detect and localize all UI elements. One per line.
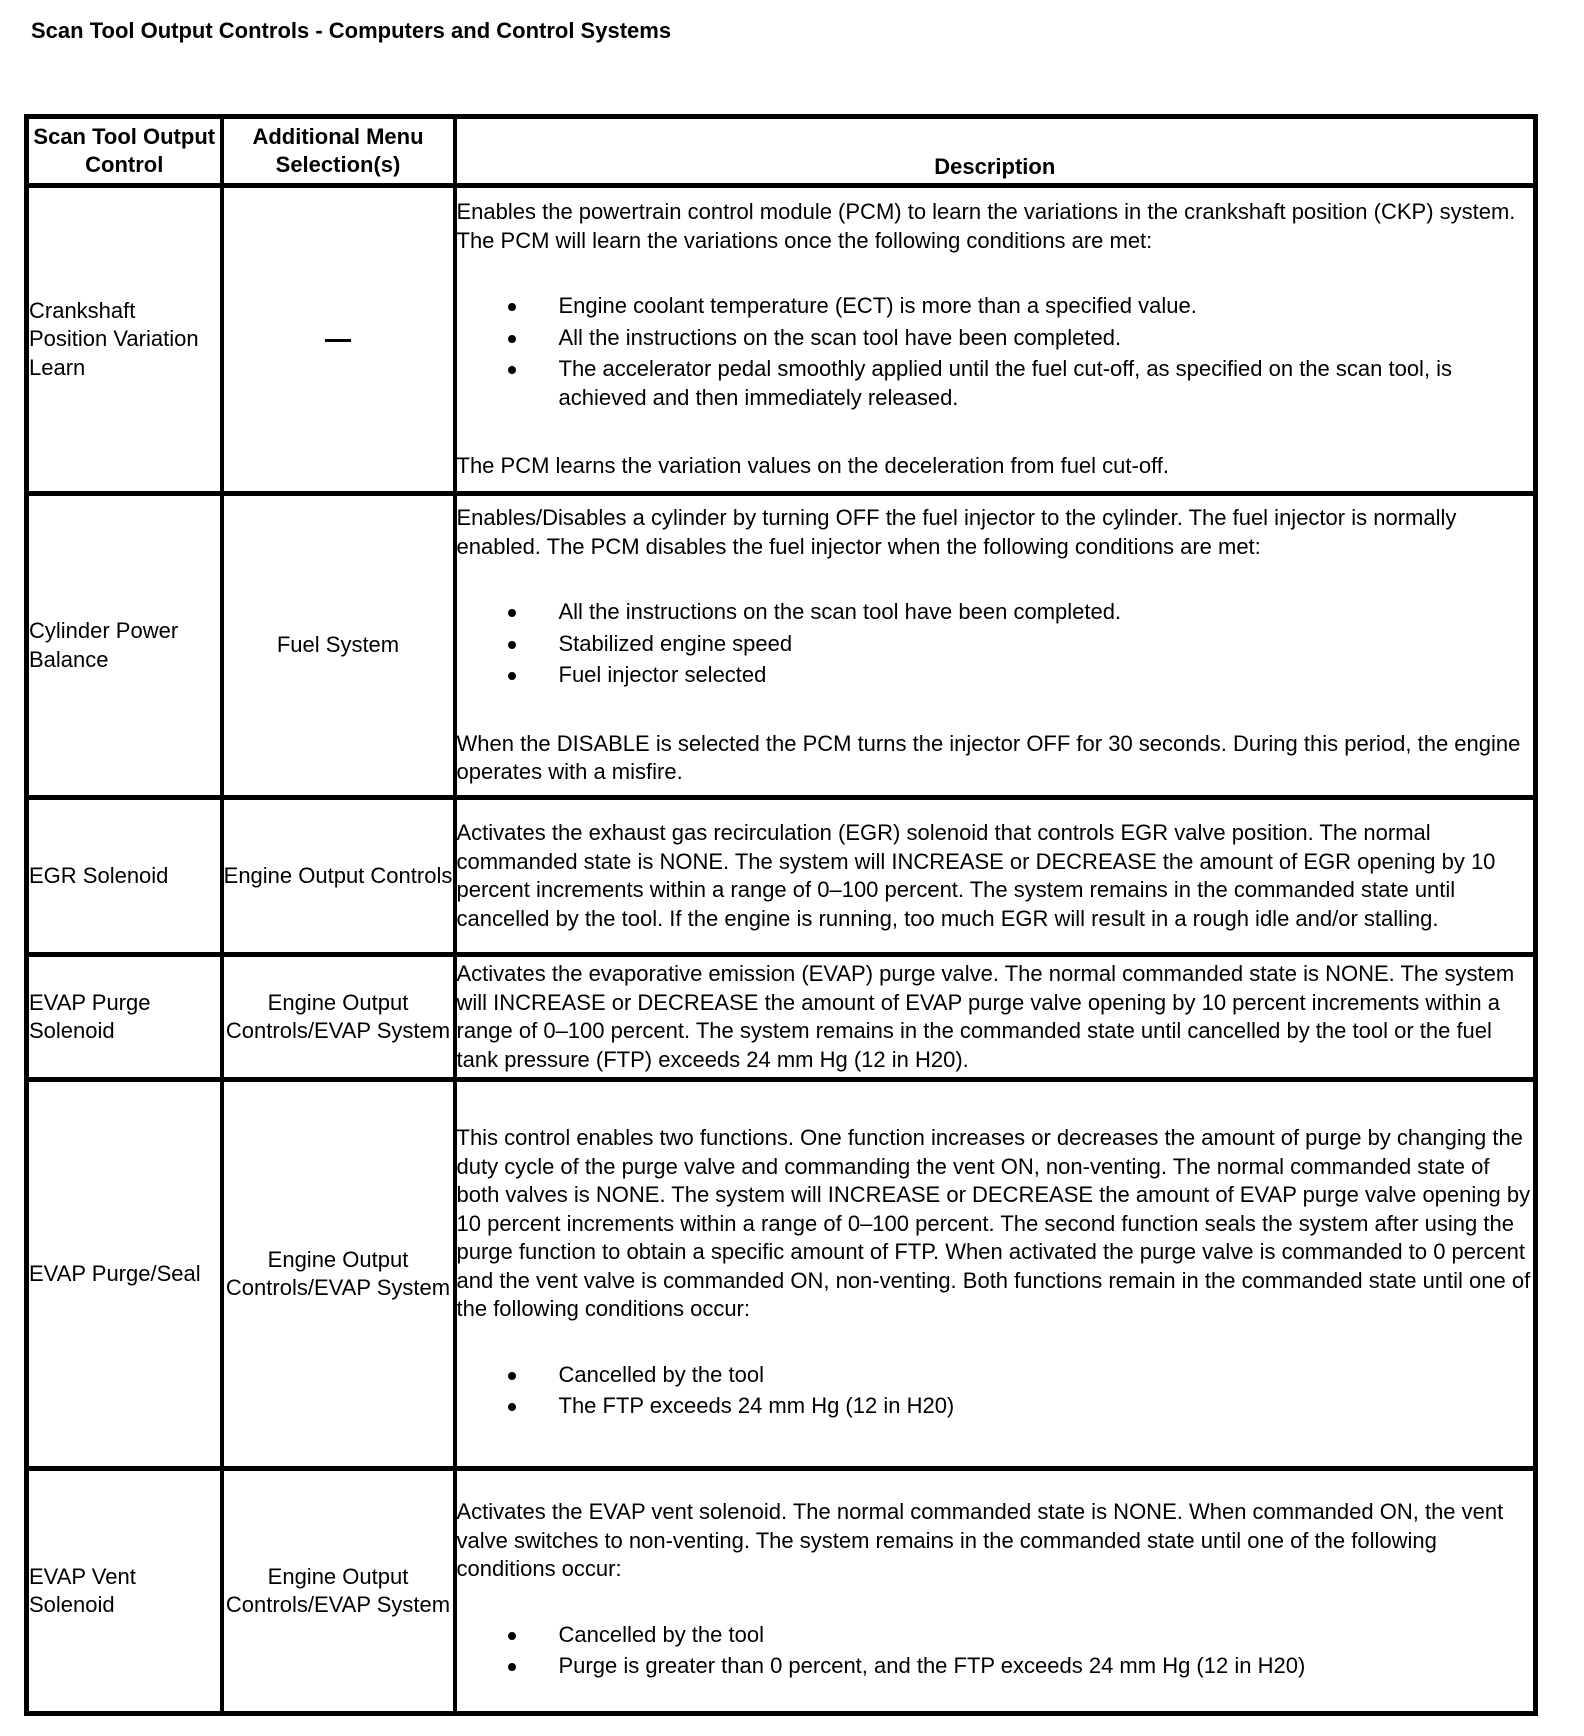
list-item: Stabilized engine speed	[457, 630, 1534, 659]
table-row	[27, 1080, 1536, 1469]
menu-selection: Engine Output Controls/EVAP System	[222, 1080, 455, 1469]
list-item: Engine coolant temperature (ECT) is more than a specified value.	[457, 292, 1534, 321]
table-row	[27, 494, 1536, 798]
list-item: All the instructions on the scan tool have been completed.	[457, 324, 1534, 353]
description-intro: Enables the powertrain control module (PCM) to learn the variations in the crankshaft position (CKP) system. The PCM will learn the variations once the following conditions are met:	[456, 199, 1516, 253]
header-menu-selection: Additional Menu Selection(s)	[222, 117, 455, 186]
table-row	[27, 955, 1536, 1080]
header-description: Description	[455, 117, 1536, 186]
condition-list	[457, 1361, 1534, 1421]
description	[455, 186, 1536, 494]
description	[455, 494, 1536, 798]
description	[455, 798, 1536, 955]
menu-selection: Engine Output Controls/EVAP System	[222, 1469, 455, 1714]
list-item: Cancelled by the tool	[457, 1621, 1534, 1650]
description-intro: Enables/Disables a cylinder by turning OFF the fuel injector to the cylinder. The fuel injector is normally enabled. The PCM disables the fuel injector when the following conditions are met:	[456, 505, 1457, 559]
control-name: EVAP Purge Solenoid	[27, 955, 222, 1080]
table-row	[27, 186, 1536, 494]
description-intro: Activates the EVAP vent solenoid. The normal commanded state is NONE. When commanded ON, the vent valve switches to non-venting. The system remains in the commanded state until one of the following conditions occur:	[456, 1499, 1504, 1582]
list-item: Cancelled by the tool	[457, 1361, 1534, 1390]
control-name: Crankshaft Position Variation Learn	[27, 186, 222, 494]
dash-icon	[325, 339, 351, 342]
bullet-icon	[508, 1632, 516, 1640]
table-row	[27, 798, 1536, 955]
bullet-icon	[508, 335, 516, 343]
control-name: EGR Solenoid	[27, 798, 222, 955]
description	[455, 1469, 1536, 1714]
header-output-control: Scan Tool Output Control	[27, 117, 222, 186]
description	[455, 955, 1536, 1080]
list-item: Purge is greater than 0 percent, and the FTP exceeds 24 mm Hg (12 in H20)	[457, 1652, 1534, 1681]
condition-list	[457, 1621, 1534, 1681]
description-intro: This control enables two functions. One function increases or decreases the amount of purge by changing the duty cycle of the purge valve and commanding the vent ON, non-venting. The normal commanded state of both valves is NONE. The system will INCREASE or DECREASE the amount of EVAP purge valve opening by 10 percent increments within a range of 0–100 percent. The second function seals the system after using the purge function to obtain a specific amount of FTP. When activated the purge valve is commanded to 0 percent and the vent valve is commanded ON, non-venting. Both functions remain in the commanded state until one of the following conditions occur:	[456, 1125, 1531, 1322]
bullet-icon	[508, 1663, 516, 1671]
bullet-icon	[508, 672, 516, 680]
list-item: The FTP exceeds 24 mm Hg (12 in H20)	[457, 1392, 1534, 1421]
bullet-icon	[508, 609, 516, 617]
description-intro: Activates the exhaust gas recirculation (EGR) solenoid that controls EGR valve position. The normal commanded state is NONE. The system will INCREASE or DECREASE the amount of EGR opening by 10 percent increments within a range of 0–100 percent. The system remains in the commanded state until cancelled by the tool. If the engine is running, too much EGR will result in a rough idle and/or stalling.	[456, 820, 1496, 931]
bullet-icon	[508, 1372, 516, 1380]
list-item: All the instructions on the scan tool have been completed.	[457, 598, 1534, 627]
menu-selection	[222, 186, 455, 494]
bullet-icon	[508, 303, 516, 311]
menu-selection: Engine Output Controls/EVAP System	[222, 955, 455, 1080]
control-name: EVAP Purge/Seal	[27, 1080, 222, 1469]
description-intro: Activates the evaporative emission (EVAP) purge valve. The normal commanded state is NONE. The system will INCREASE or DECREASE the amount of EVAP purge valve opening by 10 percent increments within a range of 0–100 percent. The system remains in the commanded state until cancelled by the tool or the fuel tank pressure (FTP) exceeds 24 mm Hg (12 in H20).	[456, 961, 1515, 1072]
control-name: Cylinder Power Balance	[27, 494, 222, 798]
description-outro: When the DISABLE is selected the PCM turns the injector OFF for 30 seconds. During this period, the engine operates with a misfire.	[456, 730, 1521, 785]
bullet-icon	[508, 366, 516, 374]
table-header-row	[27, 117, 1536, 186]
description	[455, 1080, 1536, 1469]
scan-tool-output-controls-table	[24, 114, 1538, 1716]
condition-list	[457, 598, 1534, 690]
menu-selection: Fuel System	[222, 494, 455, 798]
menu-selection: Engine Output Controls	[222, 798, 455, 955]
control-name: EVAP Vent Solenoid	[27, 1469, 222, 1714]
page-title: Scan Tool Output Controls - Computers and Control Systems	[31, 18, 672, 43]
description-outro: The PCM learns the variation values on the deceleration from fuel cut-off.	[456, 453, 1170, 479]
condition-list	[457, 292, 1534, 412]
bullet-icon	[508, 641, 516, 649]
table-row	[27, 1469, 1536, 1714]
list-item: The accelerator pedal smoothly applied until the fuel cut-off, as specified on the scan tool, is achieved and then immediately released.	[457, 355, 1534, 412]
bullet-icon	[508, 1403, 516, 1411]
list-item: Fuel injector selected	[457, 661, 1534, 690]
